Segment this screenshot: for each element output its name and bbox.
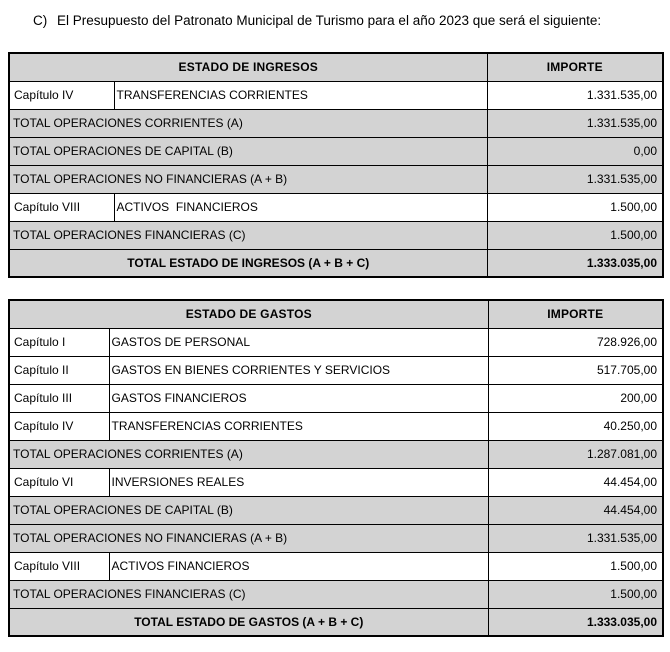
section-heading [33, 13, 670, 29]
amount-cell: 200,00 [488, 384, 663, 412]
concept-cell: INVERSIONES REALES [109, 468, 488, 496]
concept-cell: GASTOS FINANCIEROS [109, 384, 488, 412]
concept-cell: TOTAL OPERACIONES NO FINANCIERAS (A + B) [9, 524, 488, 552]
concept-cell: TOTAL OPERACIONES NO FINANCIERAS (A + B) [9, 165, 487, 193]
table-row [9, 165, 663, 193]
table-row [9, 580, 663, 608]
gastos-header-row [9, 300, 663, 328]
concept-cell: TOTAL OPERACIONES CORRIENTES (A) [9, 109, 487, 137]
amount-cell: 1.500,00 [488, 552, 663, 580]
table-row [9, 221, 663, 249]
concept-cell: TOTAL OPERACIONES FINANCIERAS (C) [9, 580, 488, 608]
table-row [9, 496, 663, 524]
chapter-cell: Capítulo IV [9, 81, 114, 109]
amount-cell: 728.926,00 [488, 328, 663, 356]
table-row [9, 109, 663, 137]
amount-cell: 1.331.535,00 [488, 524, 663, 552]
heading-text: El Presupuesto del Patronato Municipal de Turismo para el año 2023 que será el siguiente: [57, 13, 602, 28]
grand-total-amount: 1.333.035,00 [488, 608, 663, 636]
amount-cell: 1.331.535,00 [487, 109, 663, 137]
table-row [9, 328, 663, 356]
amount-cell: 1.500,00 [487, 221, 663, 249]
amount-cell: 44.454,00 [488, 496, 663, 524]
ingresos-table [8, 52, 664, 278]
concept-cell: TOTAL OPERACIONES DE CAPITAL (B) [9, 496, 488, 524]
gastos-table [8, 299, 664, 637]
chapter-cell: Capítulo VI [9, 468, 109, 496]
gastos-table-title: ESTADO DE GASTOS [9, 300, 488, 328]
chapter-cell: Capítulo VIII [9, 552, 109, 580]
grand-total-amount: 1.333.035,00 [487, 249, 663, 277]
amount-cell: 40.250,00 [488, 412, 663, 440]
table-row [9, 137, 663, 165]
chapter-cell: Capítulo VIII [9, 193, 114, 221]
amount-cell: 1.331.535,00 [487, 81, 663, 109]
table-row [9, 440, 663, 468]
grand-total-label: TOTAL ESTADO DE GASTOS (A + B + C) [9, 608, 488, 636]
ingresos-header-row [9, 53, 663, 81]
concept-cell: GASTOS DE PERSONAL [109, 328, 488, 356]
chapter-cell: Capítulo IV [9, 412, 109, 440]
amount-cell: 44.454,00 [488, 468, 663, 496]
chapter-cell: Capítulo III [9, 384, 109, 412]
grand-total-label: TOTAL ESTADO DE INGRESOS (A + B + C) [9, 249, 487, 277]
concept-cell: TOTAL OPERACIONES FINANCIERAS (C) [9, 221, 487, 249]
heading-marker: C) [33, 13, 48, 28]
concept-cell: TOTAL OPERACIONES DE CAPITAL (B) [9, 137, 487, 165]
table-row [9, 193, 663, 221]
concept-cell: TRANSFERENCIAS CORRIENTES [114, 81, 487, 109]
ingresos-table-title: ESTADO DE INGRESOS [9, 53, 487, 81]
gastos-importe-header: IMPORTE [488, 300, 663, 328]
amount-cell: 517.705,00 [488, 356, 663, 384]
concept-cell: ACTIVOS FINANCIEROS [114, 193, 487, 221]
table-row [9, 552, 663, 580]
table-row [9, 468, 663, 496]
concept-cell: TOTAL OPERACIONES CORRIENTES (A) [9, 440, 488, 468]
gastos-grand-total-row [9, 608, 663, 636]
amount-cell: 1.287.081,00 [488, 440, 663, 468]
concept-cell: GASTOS EN BIENES CORRIENTES Y SERVICIOS [109, 356, 488, 384]
table-row [9, 81, 663, 109]
amount-cell: 1.500,00 [488, 580, 663, 608]
chapter-cell: Capítulo II [9, 356, 109, 384]
table-row [9, 524, 663, 552]
table-row [9, 412, 663, 440]
concept-cell: ACTIVOS FINANCIEROS [109, 552, 488, 580]
amount-cell: 1.500,00 [487, 193, 663, 221]
table-row [9, 384, 663, 412]
table-row [9, 356, 663, 384]
concept-cell: TRANSFERENCIAS CORRIENTES [109, 412, 488, 440]
ingresos-importe-header: IMPORTE [487, 53, 663, 81]
amount-cell: 1.331.535,00 [487, 165, 663, 193]
chapter-cell: Capítulo I [9, 328, 109, 356]
ingresos-grand-total-row [9, 249, 663, 277]
amount-cell: 0,00 [487, 137, 663, 165]
